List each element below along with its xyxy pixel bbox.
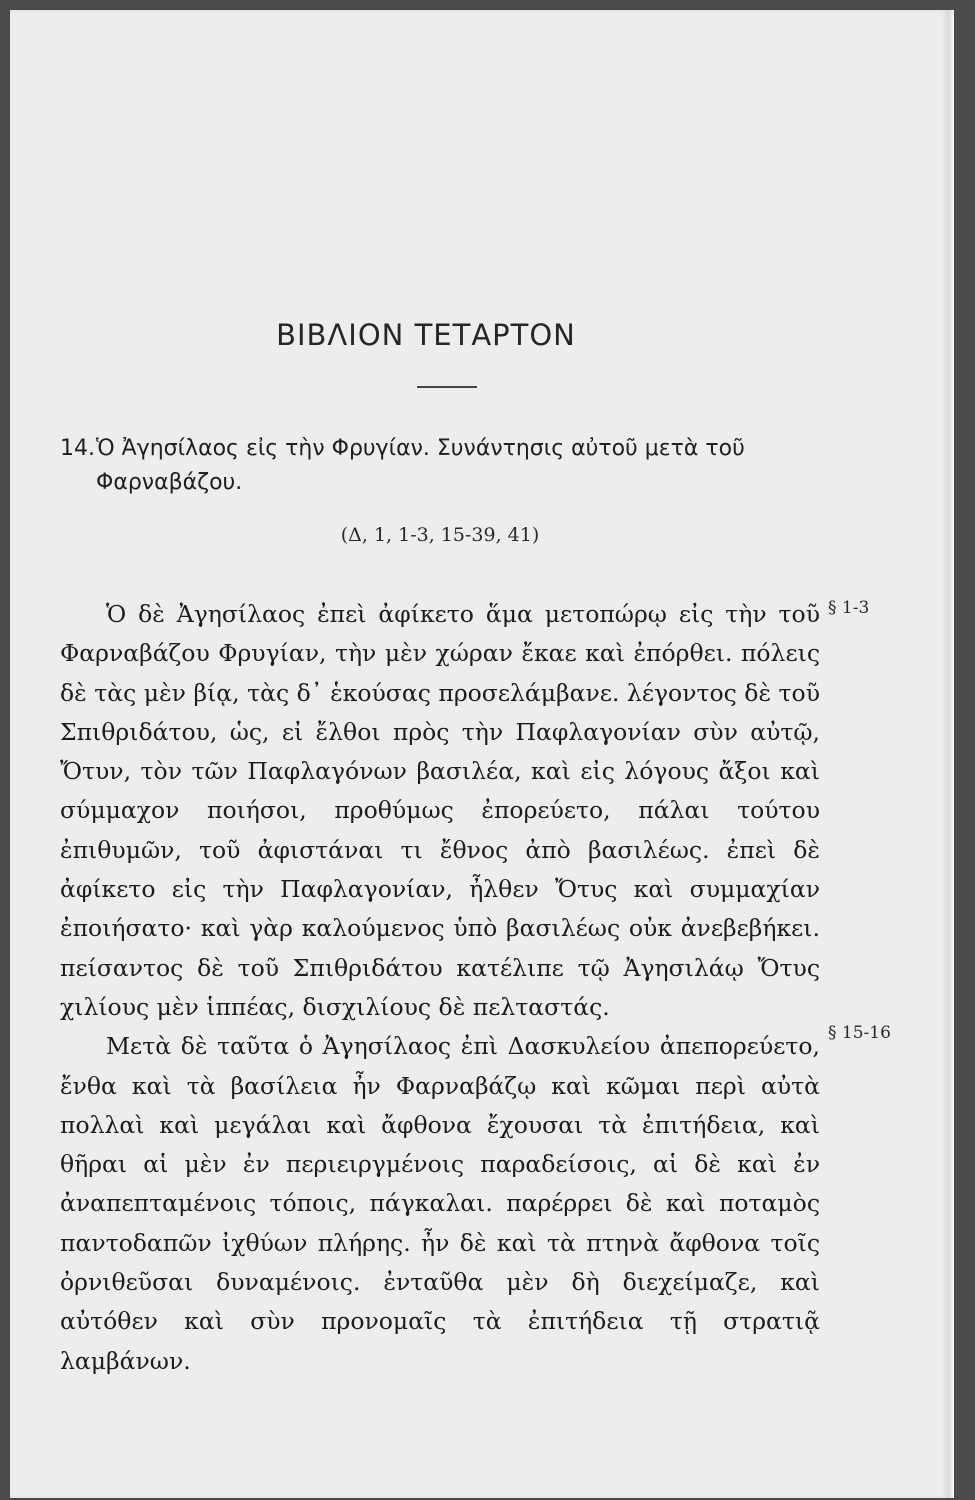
source-reference: (Δ, 1, 1-3, 15-39, 41) — [340, 524, 540, 546]
margin-note-section-1-3: § 1-3 — [828, 598, 870, 618]
book-heading: ΒΙΒΛΙΟΝ ΤΕΤΑΡΤΟΝ — [276, 318, 576, 352]
page-edge — [948, 10, 954, 1498]
paragraph-1: Ὁ δὲ Ἀγησίλαος ἐπεὶ ἀφίκετο ἅμα μετοπώρῳ εἰς τὴν τοῦ Φαρναβάζου Φρυγίαν, τὴν μὲν χώραν ἔκαε καὶ ἐπόρθει. πόλεις δὲ τὰς μὲν βίᾳ, τὰς δ᾽ ἑκούσας προσελάμβανε. λέγοντος δὲ τοῦ Σπιθριδάτου, ὡς, εἰ ἔλθοι πρὸς τὴν Παφλαγονίαν σὺν αὐτῷ, Ὄτυν, τὸν τῶν Παφλαγόνων βασιλέα, καὶ εἰς λόγους ἄξοι καὶ σύμμαχον ποιήσοι, προθύμως ἐπορεύετο, πάλαι τούτου ἐπιθυμῶν, τοῦ ἀφιστάναι τι ἔθνος ἀπὸ βασιλέως. ἐπεὶ δὲ ἀφίκετο εἰς τὴν Παφλαγονίαν, ἦλθεν Ὄτυς καὶ συμμαχίαν ἐποιήσατο· καὶ γὰρ καλούμενος ὑπὸ βασιλέως οὐκ ἀνεβεβήκει. πείσαντος δὲ τοῦ Σπιθριδάτου κατέλιπε τῷ Ἀγησιλάῳ Ὄτυς χιλίους μὲν ἱππέας, δισχιλίους δὲ πελταστάς. — [60, 600, 820, 1021]
heading-rule — [417, 386, 477, 388]
chapter-number: 14. — [60, 436, 95, 461]
chapter-heading — [60, 432, 840, 500]
book-page — [10, 10, 948, 1498]
paragraph-2: Μετὰ δὲ ταῦτα ὁ Ἀγησίλαος ἐπὶ Δασκυλείου ἀπεπορεύετο, ἔνθα καὶ τὰ βασίλεια ἦν Φαρναβάζῳ καὶ κῶμαι περὶ αὐτὰ πολλαὶ καὶ μεγάλαι καὶ ἄφθονα ἔχουσαι τὰ ἐπιτήδεια, καὶ θῆραι αἱ μὲν ἐν περιειργμένοις παραδείσοις, αἱ δὲ καὶ ἐν ἀναπεπταμένοις τόποις, πάγκαλαι. παρέρρει δὲ καὶ ποταμὸς παντοδαπῶν ἰχθύων πλήρης. ἦν δὲ καὶ τὰ πτηνὰ ἄφθονα τοῖς ὀρνιθεῦσαι δυναμένοις. ἐνταῦθα μὲν δὴ διεχείμαζε, καὶ αὐτόθεν καὶ σὺν προνομαῖς τὰ ἐπιτήδεια τῇ στρατιᾷ λαμβάνων. — [60, 1032, 820, 1375]
margin-note-section-15-16: § 15-16 — [828, 1023, 891, 1043]
chapter-title: Ὁ Ἀγησίλαος εἰς τὴν Φρυγίαν. Συνάντησις αὐτοῦ μετὰ τοῦ Φαρναβάζου. — [96, 436, 745, 495]
main-text — [60, 595, 820, 1381]
